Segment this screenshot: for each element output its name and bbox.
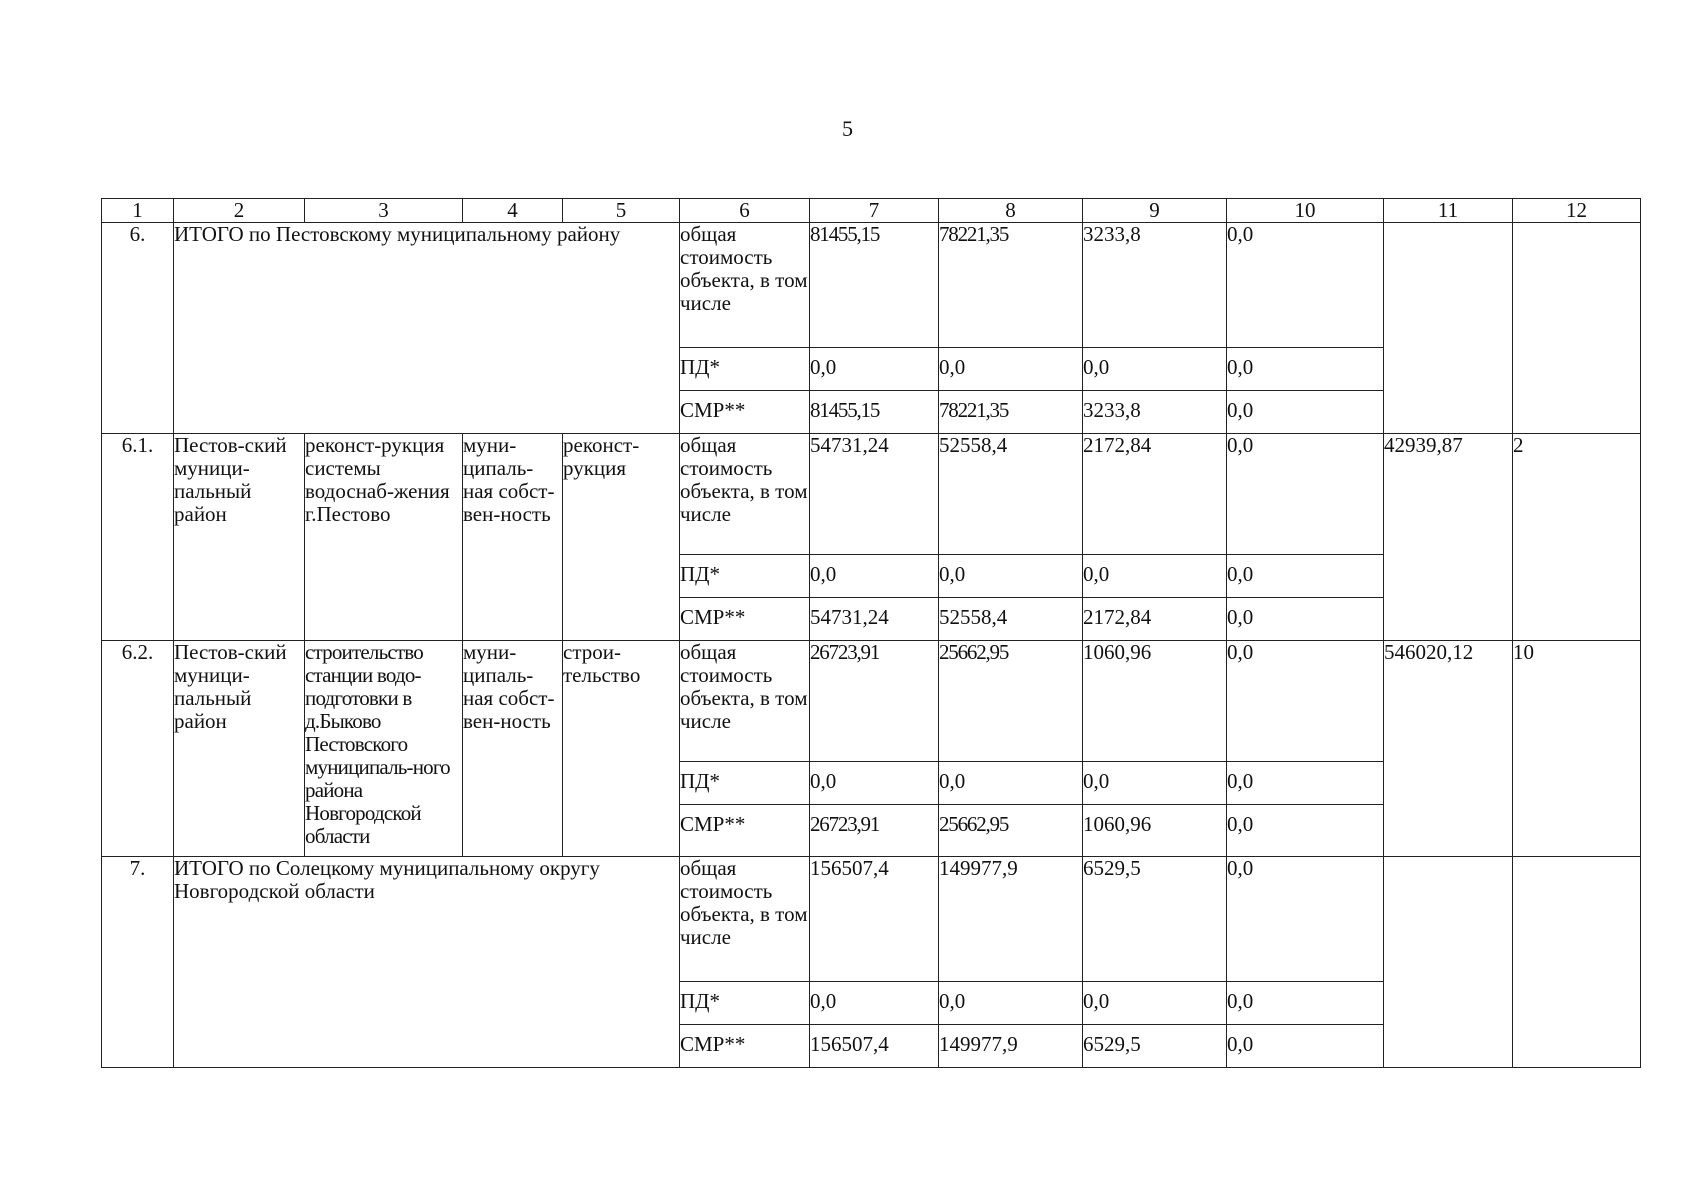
row-number: 7. <box>102 857 174 1068</box>
cell-col8: 0,0 <box>939 555 1083 598</box>
cell-col11: 546020,12 <box>1384 641 1513 857</box>
table-row <box>102 641 1641 762</box>
work-type-cell: строи-тельство <box>563 641 680 857</box>
cell-col8: 78221,35 <box>939 391 1083 434</box>
row-label-general: общая стоимость объекта, в том числе <box>680 857 810 982</box>
cell-col7: 156507,4 <box>810 1025 939 1068</box>
cell-col12: 2 <box>1513 434 1641 641</box>
row-label-general: общая стоимость объекта, в том числе <box>680 223 810 348</box>
table-row <box>102 434 1641 555</box>
row-number: 6. <box>102 223 174 434</box>
municipality-cell: Пестов-ский муници-пальный район <box>174 641 305 857</box>
cell-col7: 26723,91 <box>810 641 939 762</box>
column-number: 4 <box>463 199 563 223</box>
cell-col8: 52558,4 <box>939 598 1083 641</box>
ownership-cell: муни-ципаль-ная собст-вен-ность <box>463 434 563 641</box>
page-number: 5 <box>842 116 853 141</box>
cell-col10: 0,0 <box>1227 348 1384 391</box>
cell-col11 <box>1384 857 1513 1068</box>
cell-col10: 0,0 <box>1227 598 1384 641</box>
cell-col9: 0,0 <box>1083 982 1227 1025</box>
cell-col7: 26723,91 <box>810 805 939 857</box>
cell-col9: 0,0 <box>1083 555 1227 598</box>
cell-col10: 0,0 <box>1227 223 1384 348</box>
ownership-cell: муни-ципаль-ная собст-вен-ность <box>463 641 563 857</box>
cell-col9: 2172,84 <box>1083 434 1227 555</box>
total-title: ИТОГО по Пестовскому муниципальному району <box>174 223 680 434</box>
cell-col9: 0,0 <box>1083 762 1227 805</box>
cell-col8: 149977,9 <box>939 1025 1083 1068</box>
cell-col9: 1060,96 <box>1083 805 1227 857</box>
table-row <box>102 223 1641 348</box>
row-label-smr: СМР** <box>680 598 810 641</box>
cell-col10: 0,0 <box>1227 641 1384 762</box>
cell-col9: 2172,84 <box>1083 598 1227 641</box>
cell-col10: 0,0 <box>1227 434 1384 555</box>
work-type-cell: реконст-рукция <box>563 434 680 641</box>
cell-col8: 52558,4 <box>939 434 1083 555</box>
total-title: ИТОГО по Солецкому муниципальному округу Новгородской области <box>174 857 680 1068</box>
column-number: 3 <box>305 199 463 223</box>
column-number-row <box>102 199 1641 223</box>
column-number: 1 <box>102 199 174 223</box>
investment-table <box>101 198 1641 1068</box>
row-label-general: общая стоимость объекта, в том числе <box>680 641 810 762</box>
row-label-smr: СМР** <box>680 1025 810 1068</box>
cell-col10: 0,0 <box>1227 1025 1384 1068</box>
table-row <box>102 857 1641 982</box>
row-label-pd: ПД* <box>680 348 810 391</box>
cell-col9: 6529,5 <box>1083 857 1227 982</box>
cell-col11 <box>1384 223 1513 434</box>
cell-col9: 0,0 <box>1083 348 1227 391</box>
object-name-cell: строительство станции водо-подготовки в д.Быково Пестовского муниципаль-ного района Новгородской области <box>305 641 463 857</box>
cell-col8: 25662,95 <box>939 805 1083 857</box>
row-label-smr: СМР** <box>680 391 810 434</box>
row-label-smr: СМР** <box>680 805 810 857</box>
object-name-cell: реконст-рукция системы водоснаб-жения г.Пестово <box>305 434 463 641</box>
cell-col7: 156507,4 <box>810 857 939 982</box>
cell-col11: 42939,87 <box>1384 434 1513 641</box>
column-number: 11 <box>1384 199 1513 223</box>
cell-col7: 0,0 <box>810 555 939 598</box>
cell-col8: 0,0 <box>939 762 1083 805</box>
cell-col7: 54731,24 <box>810 598 939 641</box>
cell-col8: 0,0 <box>939 982 1083 1025</box>
cell-col8: 0,0 <box>939 348 1083 391</box>
row-label-general: общая стоимость объекта, в том числе <box>680 434 810 555</box>
cell-col10: 0,0 <box>1227 762 1384 805</box>
column-number: 9 <box>1083 199 1227 223</box>
cell-col10: 0,0 <box>1227 805 1384 857</box>
column-number: 12 <box>1513 199 1641 223</box>
cell-col10: 0,0 <box>1227 982 1384 1025</box>
column-number: 5 <box>563 199 680 223</box>
cell-col9: 6529,5 <box>1083 1025 1227 1068</box>
cell-col7: 0,0 <box>810 982 939 1025</box>
cell-col7: 0,0 <box>810 762 939 805</box>
cell-col8: 25662,95 <box>939 641 1083 762</box>
cell-col12 <box>1513 857 1641 1068</box>
cell-col10: 0,0 <box>1227 555 1384 598</box>
cell-col7: 81455,15 <box>810 223 939 348</box>
cell-col7: 81455,15 <box>810 391 939 434</box>
column-number: 2 <box>174 199 305 223</box>
row-label-pd: ПД* <box>680 982 810 1025</box>
cell-col9: 1060,96 <box>1083 641 1227 762</box>
row-label-pd: ПД* <box>680 762 810 805</box>
column-number: 7 <box>810 199 939 223</box>
cell-col12 <box>1513 223 1641 434</box>
column-number: 8 <box>939 199 1083 223</box>
column-number: 6 <box>680 199 810 223</box>
cell-col7: 54731,24 <box>810 434 939 555</box>
cell-col10: 0,0 <box>1227 857 1384 982</box>
row-number: 6.2. <box>102 641 174 857</box>
column-number: 10 <box>1227 199 1384 223</box>
cell-col7: 0,0 <box>810 348 939 391</box>
cell-col9: 3233,8 <box>1083 391 1227 434</box>
row-label-pd: ПД* <box>680 555 810 598</box>
cell-col8: 149977,9 <box>939 857 1083 982</box>
cell-col10: 0,0 <box>1227 391 1384 434</box>
municipality-cell: Пестов-ский муници-пальный район <box>174 434 305 641</box>
cell-col9: 3233,8 <box>1083 223 1227 348</box>
row-number: 6.1. <box>102 434 174 641</box>
cell-col12: 10 <box>1513 641 1641 857</box>
cell-col8: 78221,35 <box>939 223 1083 348</box>
